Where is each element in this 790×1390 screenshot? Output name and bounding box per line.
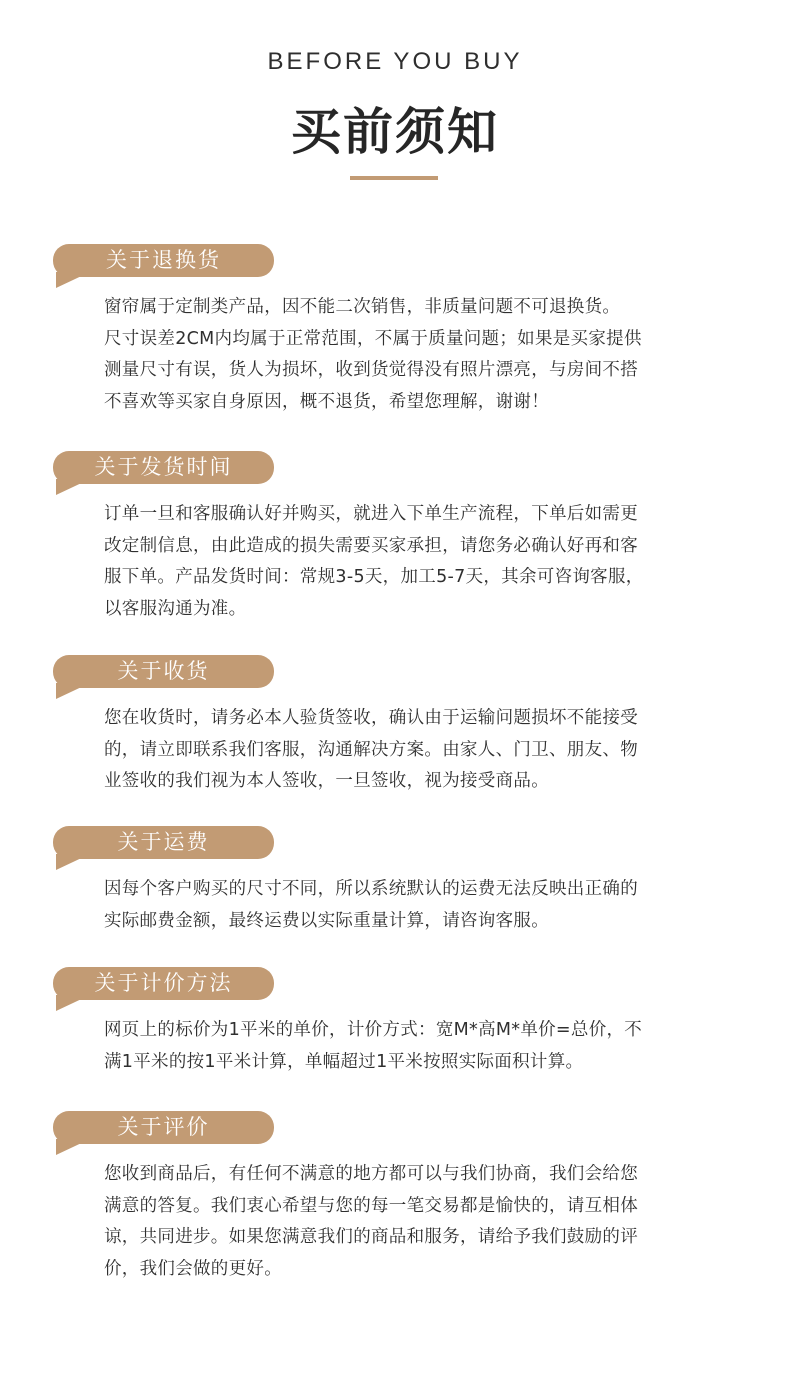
section-tag [53,451,274,484]
section-body [104,1015,704,1078]
section-body [104,292,704,418]
section-tag [53,826,274,859]
section-tag-label: 关于退换货 [106,248,221,272]
section-body [104,703,704,798]
body-line: 改定制信息，由此造成的损失需要买家承担，请您务必确认好再和客 [104,535,638,556]
body-line: 谅，共同进步。如果您满意我们的商品和服务，请给予我们鼓励的评 [104,1227,638,1247]
body-line: 窗帘属于定制类产品，因不能二次销售，非质量问题不可退换货。 [104,297,621,317]
section-tag-label: 关于计价方法 [94,971,233,995]
body-line: 满1平米的按1平米计算，单幅超过1平米按照实际面积计算。 [104,1051,584,1072]
body-line: 因每个客户购买的尺寸不同，所以系统默认的运费无法反映出正确的 [104,879,638,899]
body-line: 尺寸误差2CM内均属于正常范围，不属于质量问题；如果是买家提供 [104,328,642,349]
section-tag [53,967,274,1000]
section-tag-label: 关于收货 [117,659,210,683]
body-line: 不喜欢等买家自身原因，概不退货，希望您理解，谢谢！ [104,391,549,412]
body-line: 价，我们会做的更好。 [104,1258,282,1279]
body-line: 以客服沟通为准。 [104,598,247,619]
section-body [104,1159,704,1285]
body-line: 网页上的标价为1平米的单价，计价方式：宽M*高M*单价=总价，不 [104,1020,643,1040]
body-line: 您收到商品后，有任何不满意的地方都可以与我们协商，我们会给您 [104,1164,638,1184]
title-divider [350,176,438,180]
header-eyebrow: BEFORE YOU BUY [267,48,523,75]
section-tag-label: 关于运费 [117,830,210,854]
body-line: 的，请立即联系我们客服，沟通解决方案。由家人、门卫、朋友、物 [104,739,638,760]
body-line: 服下单。产品发货时间：常规3-5天，加工5-7天，其余可咨询客服， [104,567,644,587]
section-body [104,874,704,937]
body-line: 测量尺寸有误，货人为损坏，收到货觉得没有照片漂亮，与房间不搭 [104,360,638,380]
body-line: 实际邮费金额，最终运费以实际重量计算，请咨询客服。 [104,910,549,931]
body-line: 您在收货时，请务必本人验货签收，确认由于运输问题损坏不能接受 [104,708,638,728]
body-line: 满意的答复。我们衷心希望与您的每一笔交易都是愉快的，请互相体 [104,1195,638,1216]
body-line: 业签收的我们视为本人签收，一旦签收，视为接受商品。 [104,771,549,791]
section-tag-label: 关于评价 [117,1115,210,1139]
section-tag [53,244,274,277]
section-tag [53,655,274,688]
section-tag [53,1111,274,1144]
body-line: 订单一旦和客服确认好并购买，就进入下单生产流程，下单后如需更 [104,504,638,524]
page-title: 买前须知 [291,102,499,161]
page-header [0,0,790,200]
section-body [104,499,704,625]
section-tag-label: 关于发货时间 [94,455,233,479]
